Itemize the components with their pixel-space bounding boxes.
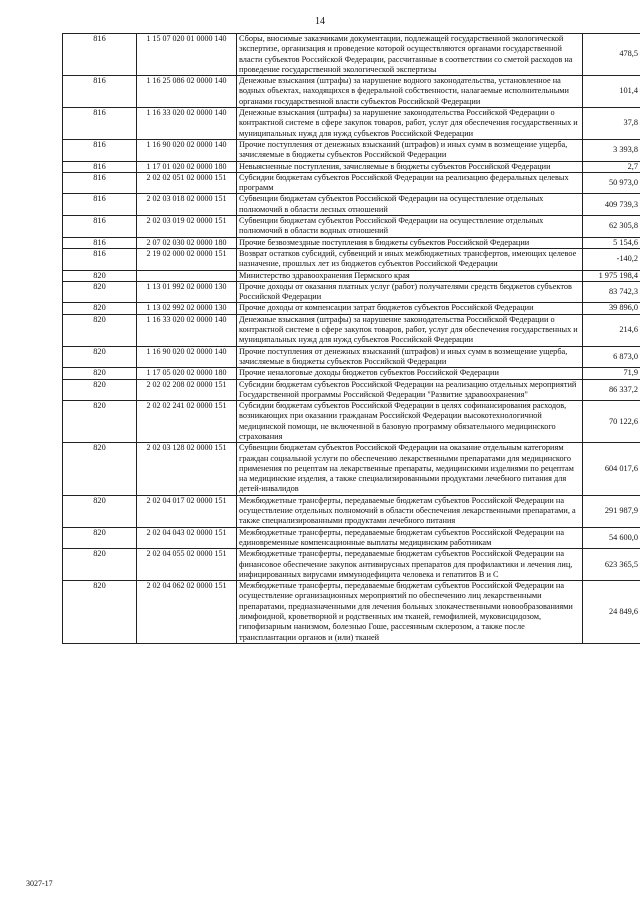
admin-code-cell: 820 [63,581,137,644]
table-row [63,194,640,216]
admin-code-cell: 820 [63,346,137,368]
amount-cell: 604 017,6 [583,443,640,495]
budget-code-cell: 2 02 02 208 02 0000 151 [137,379,237,401]
budget-code-cell: 1 13 02 992 02 0000 130 [137,303,237,314]
revenue-name-cell: Прочие неналоговые доходы бюджетов субъектов Российской Федерации [237,368,583,379]
amount-cell: -140,2 [583,248,640,270]
budget-code-cell: 1 16 90 020 02 0000 140 [137,139,237,161]
amount-cell: 50 973,0 [583,172,640,194]
admin-code-cell: 820 [63,368,137,379]
budget-code-cell: 2 02 03 019 02 0000 151 [137,216,237,238]
admin-code-cell: 816 [63,161,137,172]
amount-cell: 291 987,9 [583,495,640,527]
amount-cell: 5 154,6 [583,237,640,248]
table-row [63,76,640,108]
revenue-name-cell: Денежные взыскания (штрафы) за нарушение законодательства Российской Федерации о контрактной системе в сфере закупок товаров, работ, услуг для обеспечения государственных и муниципальных нужд для нужд субъектов Российской Федерации [237,108,583,140]
admin-code-cell: 820 [63,443,137,495]
amount-cell: 3 393,8 [583,139,640,161]
revenue-name-cell: Субвенции бюджетам субъектов Российской Федерации на оказание отдельным категориям граждан социальной услуги по обеспечению лекарственными препаратами для медицинского применения по рецептам на лекарственные препараты, медицинскими изделиями по рецептам на медицинские изделия, а также специализированными продуктами лечебного питания для детей-инвалидов [237,443,583,495]
revenue-name-cell: Возврат остатков субсидий, субвенций и иных межбюджетных трансфертов, имеющих целевое назначение, прошлых лет из бюджетов субъектов Российской Федерации [237,248,583,270]
budget-code-cell: 2 02 04 017 02 0000 151 [137,495,237,527]
admin-code-cell: 816 [63,248,137,270]
amount-cell: 86 337,2 [583,379,640,401]
table-row [63,527,640,549]
table-body [63,34,640,644]
table-row [63,314,640,346]
page-number: 14 [315,16,325,27]
budget-code-cell: 1 15 07 020 01 0000 140 [137,34,237,76]
table-row [63,443,640,495]
revenue-name-cell: Денежные взыскания (штрафы) за нарушение законодательства Российской Федерации о контрактной системе в сфере закупок товаров, работ, услуг для обеспечения государственных и муниципальных нужд для нужд субъектов Российской Федерации [237,314,583,346]
amount-cell: 623 365,5 [583,549,640,581]
table-row [63,172,640,194]
budget-code-cell: 1 16 33 020 02 0000 140 [137,108,237,140]
admin-code-cell: 820 [63,303,137,314]
revenue-name-cell: Невыясненные поступления, зачисляемые в бюджеты субъектов Российской Федерации [237,161,583,172]
amount-cell: 409 739,3 [583,194,640,216]
revenue-name-cell: Субвенции бюджетам субъектов Российской Федерации на осуществление отдельных полномочий в области водных отношений [237,216,583,238]
revenue-name-cell: Прочие доходы от оказания платных услуг (работ) получателями средств бюджетов субъектов Российской Федерации [237,281,583,303]
revenue-name-cell: Прочие безвозмездные поступления в бюджеты субъектов Российской Федерации [237,237,583,248]
table-row [63,108,640,140]
amount-cell: 2,7 [583,161,640,172]
amount-cell: 478,5 [583,34,640,76]
revenue-name-cell: Межбюджетные трансферты, передаваемые бюджетам субъектов Российской Федерации на единовременные компенсационные выплаты медицинским работникам [237,527,583,549]
table-row [63,581,640,644]
revenue-name-cell: Субсидии бюджетам субъектов Российской Федерации в целях софинансирования расходов, возникающих при оказании гражданам Российской Федерации высокотехнологичной медицинской помощи, не включенной в базовую программу обязательного медицинского страхования [237,401,583,443]
table-row [63,270,640,281]
amount-cell: 39 896,0 [583,303,640,314]
budget-code-cell: 1 17 01 020 02 0000 180 [137,161,237,172]
amount-cell: 62 305,8 [583,216,640,238]
revenue-name-cell: Межбюджетные трансферты, передаваемые бюджетам субъектов Российской Федерации на осуществление организационных мероприятий по обеспечению лиц лекарственными препаратами, предназначенными для лечения больных злокачественными новообразованиями лимфоидной, кроветворной и родственных им тканей, гемофилией, муковисцидозом, гипофизарным нанизмом, болезнью Гоше, рассеянным склерозом, а также после трансплантации органов и (или) тканей [237,581,583,644]
table-row [63,139,640,161]
budget-code-cell: 1 16 90 020 02 0000 140 [137,346,237,368]
budget-code-cell: 1 16 25 086 02 0000 140 [137,76,237,108]
admin-code-cell: 820 [63,379,137,401]
admin-code-cell: 820 [63,549,137,581]
admin-code-cell: 816 [63,139,137,161]
budget-code-cell: 2 07 02 030 02 0000 180 [137,237,237,248]
footer-code: 3027-17 [26,879,53,888]
table-row [63,248,640,270]
table-row [63,303,640,314]
budget-code-cell: 2 02 04 055 02 0000 151 [137,549,237,581]
table-row [63,495,640,527]
admin-code-cell: 816 [63,108,137,140]
table-row [63,368,640,379]
admin-code-cell: 820 [63,527,137,549]
revenue-name-cell: Министерство здравоохранения Пермского края [237,270,583,281]
revenue-name-cell: Прочие поступления от денежных взысканий (штрафов) и иных сумм в возмещение ущерба, зачисляемые в бюджеты субъектов Российской Федерации [237,346,583,368]
amount-cell: 24 849,6 [583,581,640,644]
admin-code-cell: 816 [63,34,137,76]
revenue-table [62,33,640,644]
revenue-name-cell: Субсидии бюджетам субъектов Российской Федерации на реализацию отдельных мероприятий Государственной программы Российской Федерации "Развитие здравоохранения" [237,379,583,401]
table-row [63,549,640,581]
admin-code-cell: 816 [63,76,137,108]
revenue-name-cell: Прочие доходы от компенсации затрат бюджетов субъектов Российской Федерации [237,303,583,314]
budget-code-cell: 2 02 04 043 02 0000 151 [137,527,237,549]
revenue-name-cell: Сборы, вносимые заказчиками документации, подлежащей государственной экологической экспертизе, организация и проведение которой осуществляются органами государственной власти субъектов Российской Федерации, рассчитанные в соответствии со сметой расходов на проведение государственной экологической экспертизы [237,34,583,76]
table-row [63,161,640,172]
amount-cell: 83 742,3 [583,281,640,303]
budget-code-cell [137,270,237,281]
budget-code-cell: 2 02 03 018 02 0000 151 [137,194,237,216]
admin-code-cell: 816 [63,216,137,238]
table-row [63,34,640,76]
amount-cell: 214,6 [583,314,640,346]
amount-cell: 1 975 198,4 [583,270,640,281]
table-row [63,401,640,443]
admin-code-cell: 820 [63,270,137,281]
admin-code-cell: 816 [63,237,137,248]
revenue-name-cell: Межбюджетные трансферты, передаваемые бюджетам субъектов Российской Федерации на финансовое обеспечение закупок антивирусных препаратов для профилактики и лечения лиц, инфицированных вирусами иммунодефицита человека и гепатитов В и С [237,549,583,581]
revenue-name-cell: Субвенции бюджетам субъектов Российской Федерации на осуществление отдельных полномочий в области лесных отношений [237,194,583,216]
table-row [63,346,640,368]
revenue-name-cell: Прочие поступления от денежных взысканий (штрафов) и иных сумм в возмещение ущерба, зачисляемые в бюджеты субъектов Российской Федерации [237,139,583,161]
revenue-name-cell: Межбюджетные трансферты, передаваемые бюджетам субъектов Российской Федерации на осуществление отдельных полномочий в области обеспечения лекарственными препаратами, а также специализированными продуктами лечебного питания [237,495,583,527]
budget-code-cell: 2 19 02 000 02 0000 151 [137,248,237,270]
budget-code-cell: 1 17 05 020 02 0000 180 [137,368,237,379]
budget-code-cell: 2 02 03 128 02 0000 151 [137,443,237,495]
budget-code-cell: 1 13 01 992 02 0000 130 [137,281,237,303]
table-row [63,237,640,248]
budget-code-cell: 2 02 02 051 02 0000 151 [137,172,237,194]
amount-cell: 101,4 [583,76,640,108]
admin-code-cell: 816 [63,172,137,194]
amount-cell: 70 122,6 [583,401,640,443]
budget-code-cell: 2 02 04 062 02 0000 151 [137,581,237,644]
amount-cell: 54 600,0 [583,527,640,549]
revenue-name-cell: Субсидии бюджетам субъектов Российской Федерации на реализацию федеральных целевых программ [237,172,583,194]
table-row [63,379,640,401]
admin-code-cell: 820 [63,314,137,346]
admin-code-cell: 820 [63,495,137,527]
amount-cell: 37,8 [583,108,640,140]
table-row [63,216,640,238]
revenue-name-cell: Денежные взыскания (штрафы) за нарушение водного законодательства, установленное на водных объектах, находящихся в федеральной собственности, налагаемые исполнительными органами государственной власти субъектов Российской Федерации [237,76,583,108]
table-row [63,281,640,303]
budget-code-cell: 1 16 33 020 02 0000 140 [137,314,237,346]
admin-code-cell: 820 [63,281,137,303]
admin-code-cell: 816 [63,194,137,216]
budget-code-cell: 2 02 02 241 02 0000 151 [137,401,237,443]
amount-cell: 6 873,0 [583,346,640,368]
admin-code-cell: 820 [63,401,137,443]
amount-cell: 71,9 [583,368,640,379]
